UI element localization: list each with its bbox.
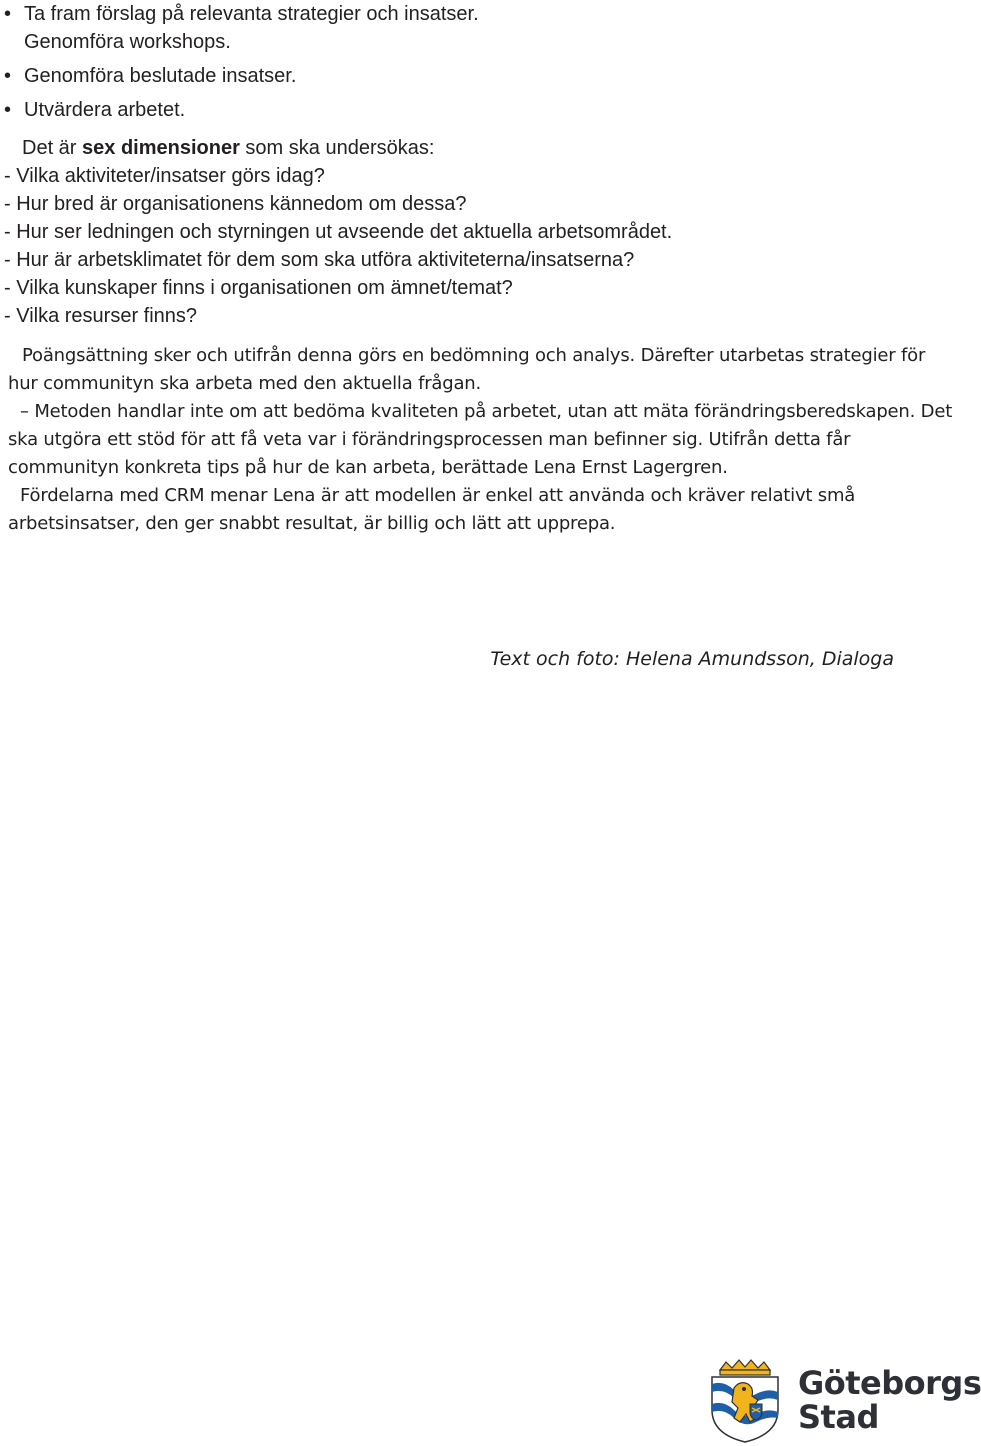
coat-of-arms-icon (706, 1360, 784, 1444)
question-item: - Vilka resurser finns? (4, 305, 198, 327)
bullet-list (0, 0, 940, 130)
bullet-line: • Genomföra beslutade insatser. (24, 65, 297, 87)
bullet-line: • Utvärdera arbetet. (24, 99, 186, 121)
list-item (0, 96, 940, 124)
dimensions-intro (0, 134, 940, 162)
question-item: - Vilka aktiviteter/insatser görs idag? (4, 165, 325, 187)
bullet-line: • Ta fram förslag på relevanta strategier och insatser. (24, 3, 479, 25)
photo-credit: Text och foto: Helena Amundsson, Dialoga (490, 648, 894, 670)
paragraph: Fördelarna med CRM menar Lena är att modellen är enkel att använda och kräver relativt små arbetsinsatser, den ger snabbt resultat, är billig och lätt att upprepa. (8, 485, 856, 534)
logo-text (798, 1366, 981, 1434)
bullet-line: Genomföra workshops. (24, 31, 231, 53)
list-item (0, 0, 940, 56)
question-item: - Hur ser ledningen och styrningen ut avseende det aktuella arbetsområdet. (4, 221, 673, 243)
paragraph: – Metoden handlar inte om att bedöma kvaliteten på arbetet, utan att mäta förändringsberedskapen. Det ska utgöra ett stöd för att få veta var i förändringsprocessen man befinner sig. Utifrån detta får communityn konkreta tips på hur de kan arbeta, berättade Lena Ernst Lagergren. (8, 401, 953, 478)
intro-text: som ska undersökas: (239, 137, 435, 159)
intro-text: Det är (22, 137, 83, 159)
list-item (0, 62, 940, 90)
logo-line: Stad (798, 1398, 879, 1436)
goteborgs-stad-logo (706, 1360, 981, 1444)
intro-bold: sex dimensioner (82, 137, 240, 159)
question-item: - Hur är arbetsklimatet för dem som ska utföra aktiviteterna/insatserna? (4, 249, 635, 271)
paragraph: Poängsättning sker och utifrån denna görs en bedömning och analys. Därefter utarbetas strategier för hur communityn ska arbeta med den aktuella frågan. (8, 345, 926, 394)
dimensions-section (0, 134, 940, 330)
logo-line: Göteborgs (798, 1364, 981, 1402)
question-item: - Vilka kunskaper finns i organisationen om ämnet/temat? (4, 277, 513, 299)
question-item: - Hur bred är organisationens kännedom om dessa? (4, 193, 467, 215)
article-body (8, 342, 953, 538)
